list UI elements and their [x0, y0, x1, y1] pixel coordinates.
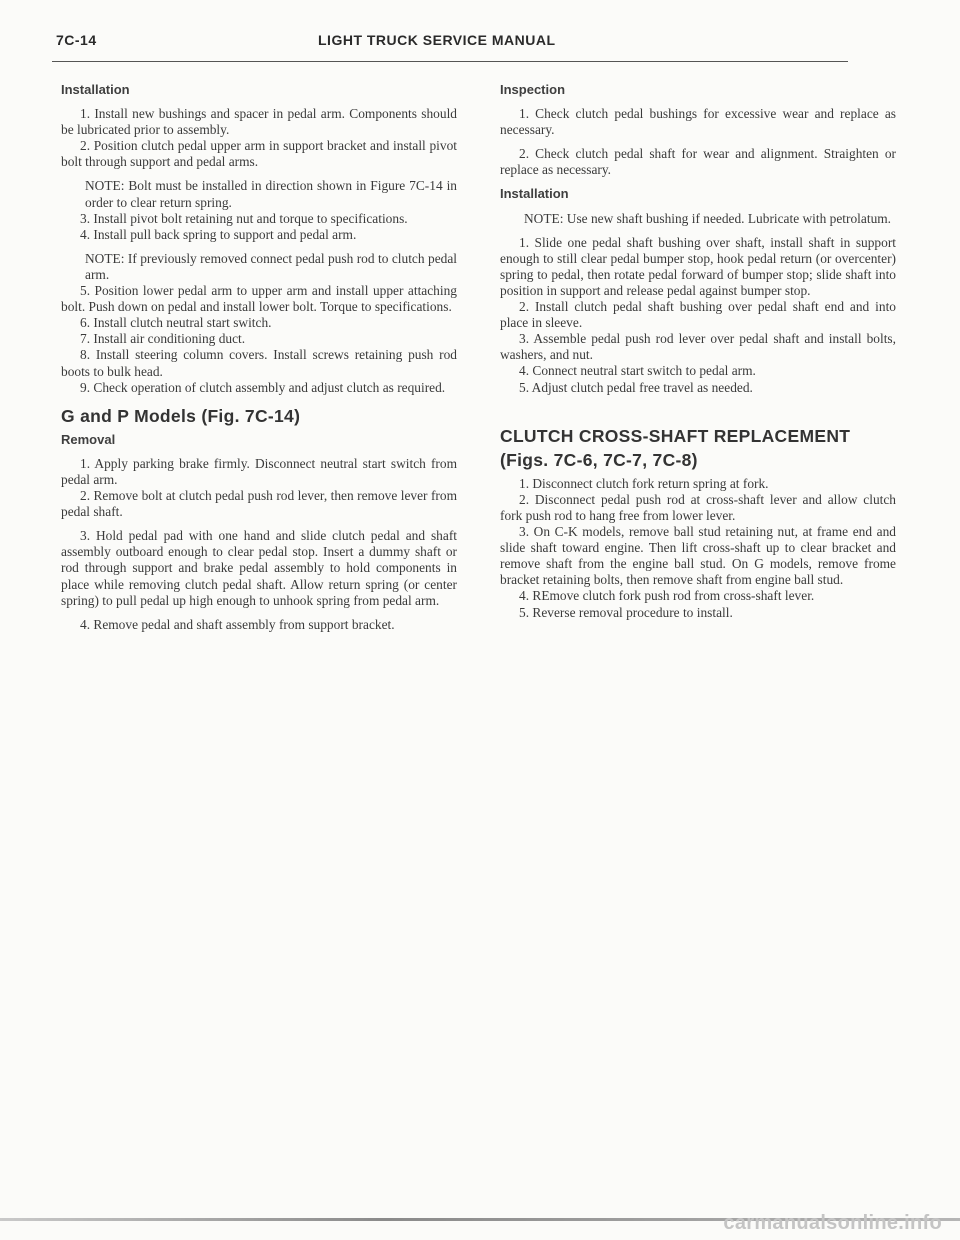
models-heading: G and P Models (Fig. 7C-14) [61, 405, 301, 426]
inspection-step: 1. Check clutch pedal bushings for excessive wear and replace as necessary. [500, 106, 896, 138]
manual-title: LIGHT TRUCK SERVICE MANUAL [318, 32, 556, 48]
section-title: CLUTCH CROSS-SHAFT REPLACEMENT [500, 425, 851, 446]
crossshaft-step: 5. Reverse removal procedure to install. [519, 604, 733, 620]
installation-step: 4. Install pull back spring to support and pedal arm. [80, 226, 357, 242]
header-rule [52, 61, 848, 62]
crossshaft-step: 3. On C-K models, remove ball stud retaining nut, at frame end and slide shaft toward engine. Then lift cross-shaft up to clear bracket and remove shaft from the engine ball stud. On G models, remove frome bracket retaining bolts, then remove shaft from engine ball stud. [500, 524, 896, 588]
removal-step: 2. Remove bolt at clutch pedal push rod lever, then remove lever from pedal shaft. [61, 488, 457, 520]
installation-step: 2. Position clutch pedal upper arm in support bracket and install pivot bolt through support and pedal arms. [61, 138, 457, 170]
removal-step: 1. Apply parking brake firmly. Disconnect neutral start switch from pedal arm. [61, 455, 457, 487]
left-column [61, 82, 457, 633]
removal-heading: Removal [61, 431, 116, 447]
crossshaft-step: 1. Disconnect clutch fork return spring at fork. [519, 475, 769, 491]
installation-heading: Installation [500, 186, 569, 202]
page-number: 7C-14 [56, 32, 97, 48]
removal-step: 3. Hold pedal pad with one hand and slide clutch pedal and shaft assembly outboard enough to clear pedal stop. Insert a dummy shaft or rod through support and brake pedal assembly to hold components in place while removing clutch pedal shaft. Allow return spring (or center spring) to pull pedal up high enough to unhook spring from pedal arm. [61, 528, 457, 608]
installation-step: 1. Slide one pedal shaft bushing over shaft, install shaft in support enough to still clear pedal bumper stop, hook pedal return (or overcenter) spring to pedal, then rotate pedal forward of bumper stop; slide shaft into position in support and release pedal against bumper stop. [500, 234, 896, 298]
installation-step: 3. Install pivot bolt retaining nut and torque to specifications. [80, 210, 408, 226]
installation-step: 7. Install air conditioning duct. [80, 331, 246, 347]
installation-step: 9. Check operation of clutch assembly and adjust clutch as required. [80, 379, 446, 395]
crossshaft-step: 2. Disconnect pedal push rod at cross-shaft lever and allow clutch fork push rod to hang free from lower lever. [500, 491, 896, 523]
installation-step: 3. Assemble pedal push rod lever over pedal shaft and install bolts, washers, and nut. [500, 331, 896, 363]
section-figs: (Figs. 7C-6, 7C-7, 7C-8) [500, 449, 698, 470]
right-column [500, 82, 896, 621]
note-push-rod: NOTE: If previously removed connect pedal push rod to clutch pedal arm. [85, 250, 457, 282]
inspection-heading: Inspection [500, 82, 566, 97]
note-bolt-direction: NOTE: Bolt must be installed in direction shown in Figure 7C-14 in order to clear return spring. [85, 178, 457, 210]
installation-step: 8. Install steering column covers. Install screws retaining push rod boots to bulk head. [61, 347, 457, 379]
installation-heading: Installation [61, 82, 130, 97]
watermark-text: carmanualsonline.info [723, 1212, 942, 1234]
inspection-step: 2. Check clutch pedal shaft for wear and alignment. Straighten or replace as necessary. [500, 146, 896, 178]
note-bushing: NOTE: Use new shaft bushing if needed. Lubricate with petrolatum. [524, 210, 892, 226]
crossshaft-step: 4. REmove clutch fork push rod from cross-shaft lever. [519, 588, 815, 604]
installation-step: 2. Install clutch pedal shaft bushing over pedal shaft end and into place in sleeve. [500, 299, 896, 331]
installation-step: 5. Adjust clutch pedal free travel as needed. [519, 379, 753, 395]
installation-step: 4. Connect neutral start switch to pedal arm. [519, 363, 756, 379]
installation-step: 1. Install new bushings and spacer in pedal arm. Components should be lubricated prior to assembly. [61, 106, 457, 138]
removal-step: 4. Remove pedal and shaft assembly from support bracket. [80, 616, 395, 632]
installation-step: 6. Install clutch neutral start switch. [80, 315, 272, 331]
installation-step: 5. Position lower pedal arm to upper arm and install upper attaching bolt. Push down on pedal and install lower bolt. Torque to specifications. [61, 283, 457, 315]
